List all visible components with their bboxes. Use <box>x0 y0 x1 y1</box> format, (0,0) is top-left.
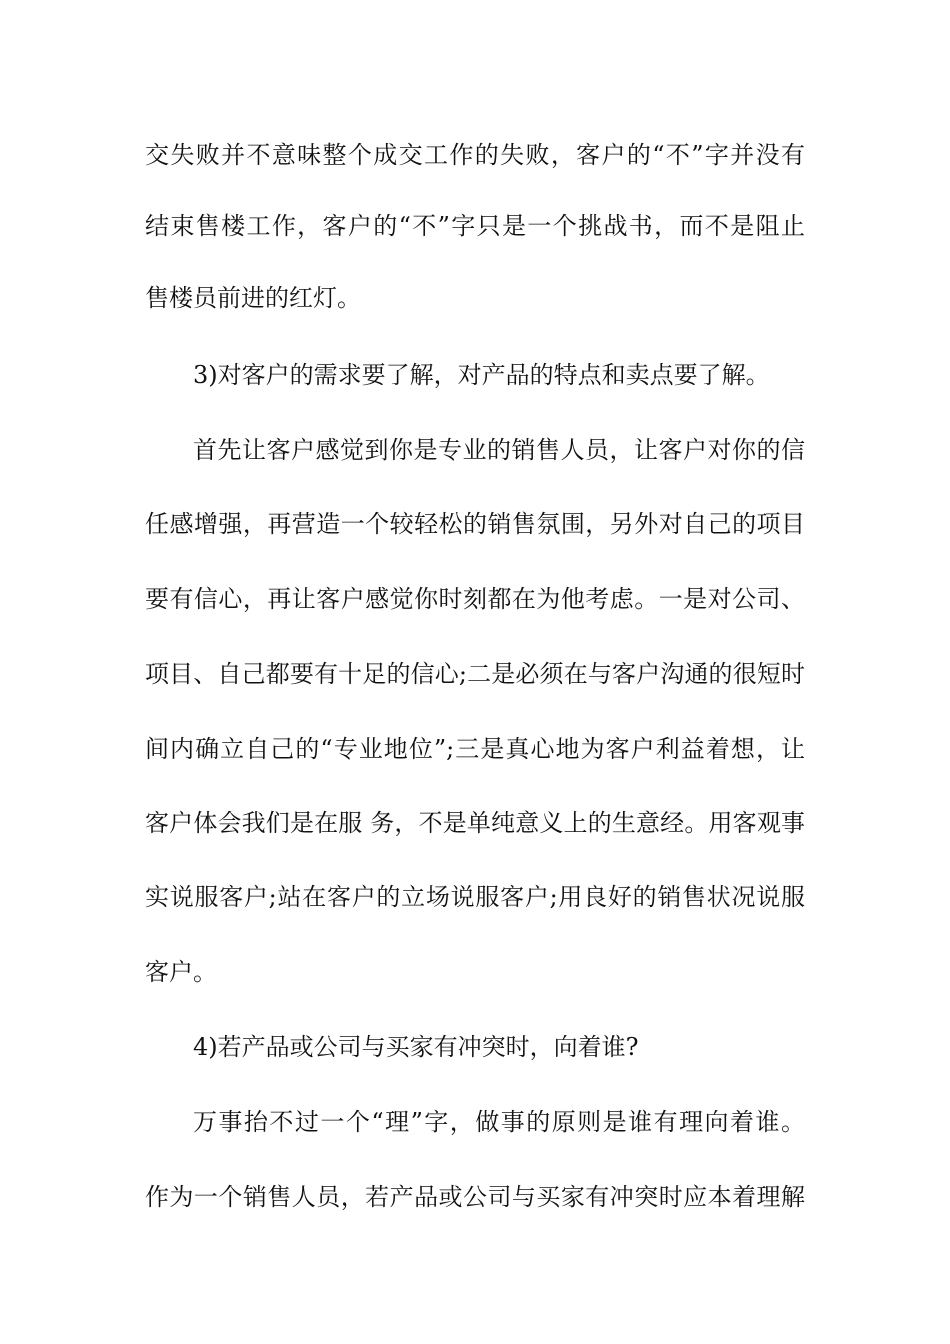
text-line-3: 售楼员前进的红灯。 <box>145 284 361 312</box>
text-line-14: 万事抬不过一个“理”字，做事的原则是谁有理向着谁。 <box>193 1108 805 1136</box>
text-line-9: 间内确立自己的“专业地位”;三是真心地为客户利益着想，让 <box>145 735 805 763</box>
text-line-8: 项目、自己都要有十足的信心;二是必须在与客户沟通的很短时 <box>145 660 805 688</box>
text-line-11: 实说服客户;站在客户的立场说服客户;用良好的销售状况说服 <box>145 883 805 911</box>
text-line-15: 作为一个销售人员，若产品或公司与买家有冲突时应本着理解 <box>145 1183 805 1211</box>
text-line-10: 客户体会我们是在服 务，不是单纯意义上的生意经。用客观事 <box>145 809 805 837</box>
heading-item-4: 4)若产品或公司与买家有冲突时，向着谁? <box>193 1033 639 1061</box>
text-line-1: 交失败并不意味整个成交工作的失败，客户的“不”字并没有 <box>145 141 805 169</box>
text-line-7: 要有信心，再让客户感觉你时刻都在为他考虑。一是对公司、 <box>145 585 805 613</box>
text-line-5: 首先让客户感觉到你是专业的销售人员，让客户对你的信 <box>193 436 805 464</box>
text-line-6: 任感增强，再营造一个较轻松的销售氛围，另外对自己的项目 <box>145 510 805 538</box>
heading-item-3: 3)对客户的需求要了解，对产品的特点和卖点要了解。 <box>193 361 770 389</box>
text-line-2: 结束售楼工作，客户的“不”字只是一个挑战书，而不是阻止 <box>145 212 805 240</box>
text-line-12: 客户。 <box>145 958 217 986</box>
